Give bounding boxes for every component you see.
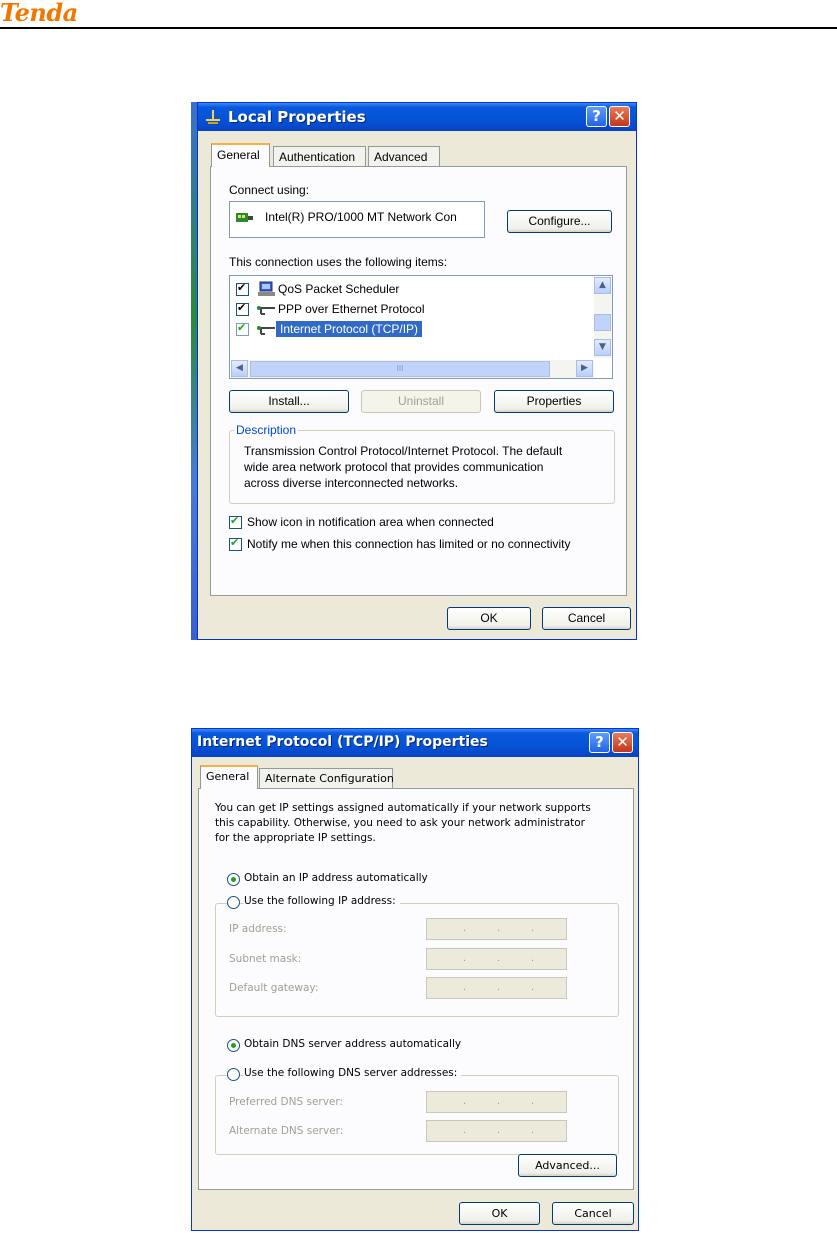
default-gateway-field: . . . [426, 977, 567, 999]
scroll-down-icon[interactable]: ▼ [594, 339, 611, 356]
scroll-right-icon[interactable]: ▶ [576, 360, 593, 377]
install-button[interactable]: Install... [229, 390, 349, 413]
list-item-selected[interactable] [236, 321, 586, 339]
titlebar[interactable] [198, 103, 636, 131]
window-title: Local Properties [228, 108, 366, 126]
adapter-name: Intel(R) PRO/1000 MT Network Con [265, 210, 457, 224]
connect-using-label: Connect using: [229, 183, 310, 197]
items-label: This connection uses the following items: [229, 255, 448, 269]
cancel-button[interactable]: Cancel [552, 1202, 634, 1225]
item-label: QoS Packet Scheduler [278, 282, 400, 296]
description-line-1: Transmission Control Protocol/Internet Protocol. The default [244, 444, 563, 458]
help-icon[interactable]: ? [586, 106, 607, 127]
vertical-scrollbar[interactable] [594, 277, 612, 358]
use-following-ip-radio[interactable] [227, 896, 240, 909]
tab-general[interactable]: General [200, 765, 258, 789]
subnet-mask-label: Subnet mask: [229, 953, 302, 965]
use-following-ip-label: Use the following IP address: [244, 895, 400, 907]
item-checkbox[interactable] [236, 303, 249, 316]
obtain-dns-auto-label: Obtain DNS server address automatically [244, 1038, 462, 1050]
advanced-button[interactable]: Advanced... [518, 1154, 617, 1177]
subnet-mask-field: . . . [426, 948, 567, 970]
configure-button[interactable]: Configure... [507, 210, 612, 233]
tcpip-properties-window [191, 728, 639, 1231]
local-properties-window [197, 102, 637, 640]
titlebar[interactable] [192, 729, 638, 757]
notify-label: Notify me when this connection has limited or no connectivity [247, 537, 571, 551]
horizontal-scrollbar[interactable] [231, 360, 594, 378]
intro-line-3: for the appropriate IP settings. [215, 832, 376, 844]
protocol-icon [256, 304, 276, 316]
tab-alternate-configuration[interactable]: Alternate Configuration [259, 768, 393, 789]
show-icon-checkbox[interactable] [229, 516, 242, 529]
alternate-dns-label: Alternate DNS server: [229, 1125, 344, 1137]
scroll-up-icon[interactable]: ▲ [594, 277, 611, 294]
use-following-dns-label: Use the following DNS server addresses: [244, 1067, 461, 1079]
notify-checkbox[interactable] [229, 538, 242, 551]
protocol-icon [256, 324, 276, 336]
obtain-ip-auto-label: Obtain an IP address automatically [244, 872, 428, 884]
desktop-edge [191, 102, 197, 640]
tenda-logo: Tenda [0, 0, 78, 27]
tab-general[interactable]: General [211, 143, 270, 167]
scroll-thumb[interactable] [594, 314, 611, 331]
alternate-dns-field: . . . [426, 1120, 567, 1142]
item-label: Internet Protocol (TCP/IP) [276, 321, 422, 337]
ip-address-label: IP address: [229, 923, 287, 935]
uninstall-button: Uninstall [361, 390, 481, 413]
network-connection-icon [204, 109, 222, 125]
ok-button[interactable]: OK [459, 1202, 540, 1225]
close-icon[interactable]: ✕ [609, 106, 630, 127]
use-following-dns-radio[interactable] [227, 1068, 240, 1081]
qos-scheduler-icon [258, 281, 276, 297]
item-label: PPP over Ethernet Protocol [278, 302, 425, 316]
obtain-ip-auto-radio[interactable] [227, 873, 240, 886]
items-list[interactable] [229, 275, 613, 379]
intro-line-1: You can get IP settings assigned automatically if your network supports [215, 802, 591, 814]
close-icon[interactable]: ✕ [612, 732, 633, 753]
network-card-icon [236, 212, 254, 224]
default-gateway-label: Default gateway: [229, 982, 319, 994]
description-line-3: across diverse interconnected networks. [244, 476, 459, 490]
ip-address-field: . . . [426, 918, 567, 940]
intro-line-2: this capability. Otherwise, you need to ask your network administrator [215, 817, 586, 829]
dns-group [215, 1075, 619, 1155]
list-item[interactable] [236, 281, 586, 299]
scroll-left-icon[interactable]: ◀ [231, 360, 248, 377]
preferred-dns-field: . . . [426, 1091, 567, 1113]
item-checkbox[interactable] [236, 283, 249, 296]
help-icon[interactable]: ? [589, 732, 610, 753]
description-line-2: wide area network protocol that provides communication [244, 460, 544, 474]
properties-button[interactable]: Properties [494, 390, 614, 413]
hscroll-thumb[interactable]: III [250, 361, 550, 377]
tab-advanced[interactable]: Advanced [368, 146, 440, 167]
obtain-dns-auto-radio[interactable] [227, 1039, 240, 1052]
cancel-button[interactable]: Cancel [542, 607, 631, 630]
tab-authentication[interactable]: Authentication [273, 146, 366, 167]
preferred-dns-label: Preferred DNS server: [229, 1096, 344, 1108]
description-title: Description [236, 423, 297, 437]
item-checkbox[interactable] [236, 323, 249, 336]
show-icon-label: Show icon in notification area when connected [247, 515, 494, 529]
list-item[interactable] [236, 301, 586, 319]
header-rule [0, 27, 837, 29]
ok-button[interactable]: OK [447, 607, 531, 630]
window-title: Internet Protocol (TCP/IP) Properties [197, 734, 488, 750]
